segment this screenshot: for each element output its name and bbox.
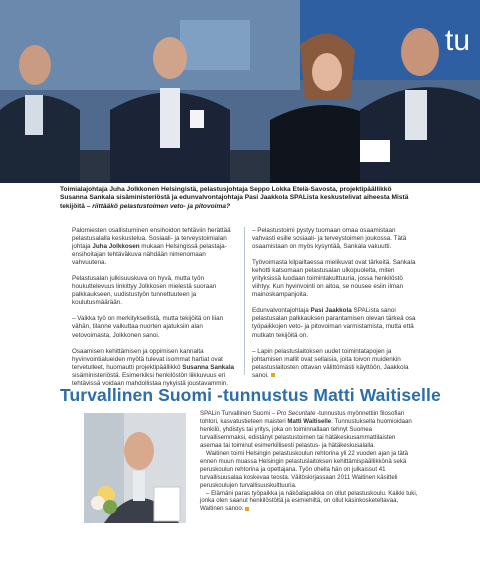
bio-paragraph-2 — [200, 450, 418, 490]
right-paragraph-2 — [252, 259, 420, 299]
bio-paragraph-1 — [200, 410, 418, 450]
person-name: Juha Jolkkosen — [92, 243, 140, 251]
text-run: – Lapin pelastuslaitoksen uudet toimintatapojen ja johtamisen mallit ovat sellaisia, joita toivon muidenkin pelastuslaitosten ottavan välittömästi käyttöön, Jaakkola sanoi. — [252, 347, 409, 379]
text-run: – Pelastustoimi pystyy tuomaan omaa osaamistaan vahvasti esille sosiaali- ja terveystoimen joukossa. Tätä osaamistaan on myös kysyntää, Sankala vakuutti. — [252, 227, 407, 251]
panel-photo-illustration — [0, 0, 480, 183]
text-run: Osaamisen kehittämisen ja oppimisen kannalta hyvinvointialueiden myötä tulevat isommat hartiat ovat tervetulleet, huomautti projektipäällikkö — [72, 347, 223, 371]
text-run: – Vaikka työ on merkityksellistä, mutta tekijöitä on liian vähän, tilanne valkuttaa nuorten ajatuksiin alan vetovoimasta, Jolkkonen sanoi. — [72, 315, 224, 339]
caption-main: Toimialajohtaja Juha Jolkkonen Helsingistä, pelastusjohtaja Seppo Lokka Etelä-Savosta, projektipäällikkö Susanna Sankala sisäministeriöstä ja edunvalvontajohtaja Pasi Jaakkola SPAListа keskustelivat aiheesta Mistä tekijöitä — [60, 186, 409, 210]
award-article-text — [200, 410, 418, 513]
text-run: SPALin Turvallinen Suomi – — [200, 410, 277, 417]
text-run: sisäministeriöstä. Esimerkiksi henkilöstön liikkuvuus eri tehtävissä voidaan mahdollistaa nykyistä joustavammin. — [72, 371, 229, 387]
portrait-illustration — [84, 413, 186, 523]
article-right-column — [252, 227, 420, 388]
text-run: Työvoimasta kilpailtaessa mielikuvat ovat tärkeitä. Sankala kehotti katsomaan pelastusalan ulkopuolelta, miten yrityksissä luodaan toimintakulttuuria, jossa henkilöstö viihtyy. Kun hyvinvointi on aitoa, se nousee esiin ilman mainoskampanjoita. — [252, 259, 416, 299]
text-run: Pelastusalan julkisuuskuva on hyvä, mutta työn houkuttelevuus linkittyy Jolkkosen mielestä suoraan palkkaukseen, uudistustyön tunnettuuteen ja koulutusmäärään. — [72, 275, 217, 307]
end-mark-icon — [271, 373, 275, 377]
text-run: . Tunnustuksella huomioidaan henkilö, yhdistys tai yritys, joka on toiminnallaan tehnyt Suomea turvallisemmaksi, edistänyt pelastustoimen tai hätäkeskusammattilaisten asemaa tai toiminut esimerkillisesti pelastus- ja hätäkeskusalalla. — [200, 417, 412, 449]
bio-paragraph-3 — [200, 490, 418, 514]
text-run: mukaan Helsingissä pelastaja-ensihoitajan tehtäväkuva nähdään nimenomaan vahvuutena. — [72, 243, 227, 267]
text-run: Palomiesten osallistuminen ensihoidon tehtäviin herättää pelastusalalla keskustelua. Sosiaali- ja terveystoimialan johtaja — [72, 227, 231, 251]
stage-sign-text: tu — [445, 24, 471, 57]
right-paragraph-4 — [252, 348, 420, 380]
section-title: Turvallinen Suomi -tunnustus Matti Waitiselle — [60, 385, 441, 405]
text-run: SPAListа sanoi pelastusalan palkkauksen parantamisen olevan tärkeä osa työpaikkojen veto- ja pitovoiman varmistamista, mutta että mutkatn tekijöitä on. — [252, 307, 416, 339]
caption-italic: – riittääkö pelastustoimen veto- ja pitovoima? — [86, 202, 231, 210]
left-paragraph-1 — [72, 227, 240, 267]
column-divider — [244, 227, 245, 375]
award-recipient-photo — [84, 413, 186, 523]
text-run: – Elämäni paras työpaikka ja näköalapaikka on ollut pelastuskoulu. Kaikki tuki, jonka olen saanut henkilöstöltä ja esimiehiltä, on ollut käsinkosketeltavaa, Waitinen sanoo. — [200, 489, 418, 513]
person-name: Susanna Sankala — [182, 363, 235, 371]
person-name: Matti Waitiselle — [287, 417, 332, 425]
text-run: -tunnustus myönnettiin filosofian tohtori, kasvatustieteen maisteri — [200, 410, 405, 425]
article-left-column — [72, 227, 240, 396]
text-run: Waitinen toimi Helsingin pelastuskoulun rehtorina yli 22 vuoden ajan ja tätä ennen muun muassa Helsingin pelastuslaitoksen kehittämispäällikkönä sekä peruskoulun rehtorina ja opettajana. Työn ohella hän on julkaissut 41 turvallisuusalaa koskevaa teosta. Väitöskirjassaan 2011 Waitinen käsitteli peruskoulujen turvallisuuskulttuuria. — [200, 449, 409, 489]
end-mark-icon — [245, 507, 249, 511]
person-name: Pasi Jaakkola — [310, 307, 352, 315]
photo-caption — [60, 186, 420, 211]
award-name-italic: Pro Securitate — [276, 410, 316, 417]
right-paragraph-3 — [252, 307, 420, 339]
right-paragraph-1 — [252, 227, 420, 251]
left-paragraph-2 — [72, 275, 240, 307]
left-paragraph-4 — [72, 348, 240, 388]
text-run: Edunvalvontajohtaja — [252, 307, 311, 315]
panel-discussion-photo — [0, 0, 480, 183]
left-paragraph-3 — [72, 315, 240, 339]
